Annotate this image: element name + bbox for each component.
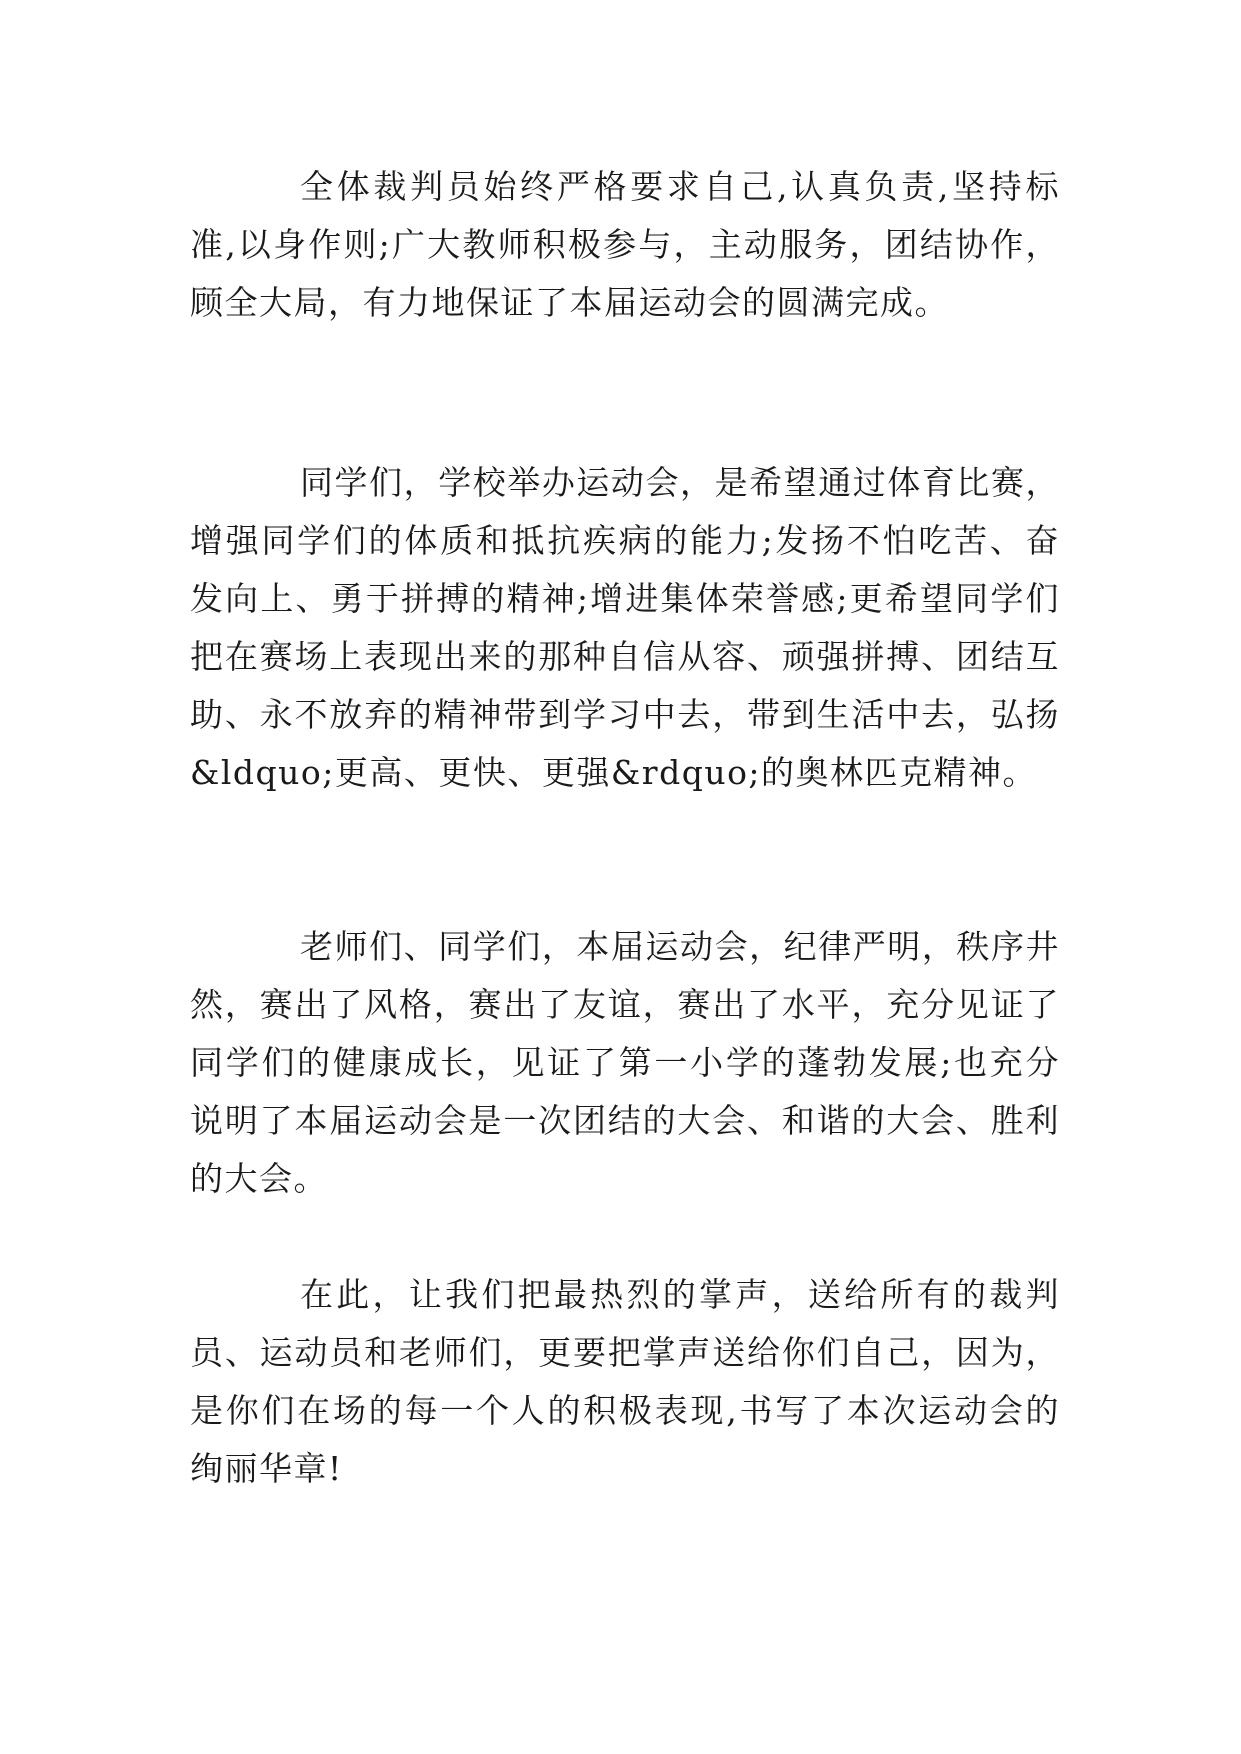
paragraph-students: 同学们，学校举办运动会，是希望通过体育比赛，增强同学们的体质和抵抗疾病的能力;发扬不怕吃苦、奋发向上、勇于拼搏的精神;增进集体荣誉感;更希望同学们把在赛场上表现出来的那种自信从容、顽强拼搏、团结互助、永不放弃的精神带到学习中去，带到生活中去，弘扬&ldquo;更高、更快、更强&rdquo;的奥林匹克精神。: [190, 463, 1060, 792]
paragraph-teachers-students: 老师们、同学们，本届运动会，纪律严明，秩序井然，赛出了风格，赛出了友谊，赛出了水平，充分见证了同学们的健康成长，见证了第一小学的蓬勃发展;也充分说明了本届运动会是一次团结的大会、和谐的大会、胜利的大会。: [190, 927, 1060, 1198]
paragraph-referees: 全体裁判员始终严格要求自己,认真负责,坚持标准,以身作则;广大教师积极参与，主动服务，团结协作，顾全大局，有力地保证了本届运动会的圆满完成。: [190, 167, 1060, 322]
paragraph-applause: 在此，让我们把最热烈的掌声，送给所有的裁判员、运动员和老师们，更要把掌声送给你们自己，因为，是你们在场的每一个人的积极表现,书写了本次运动会的绚丽华章!: [190, 1275, 1060, 1488]
